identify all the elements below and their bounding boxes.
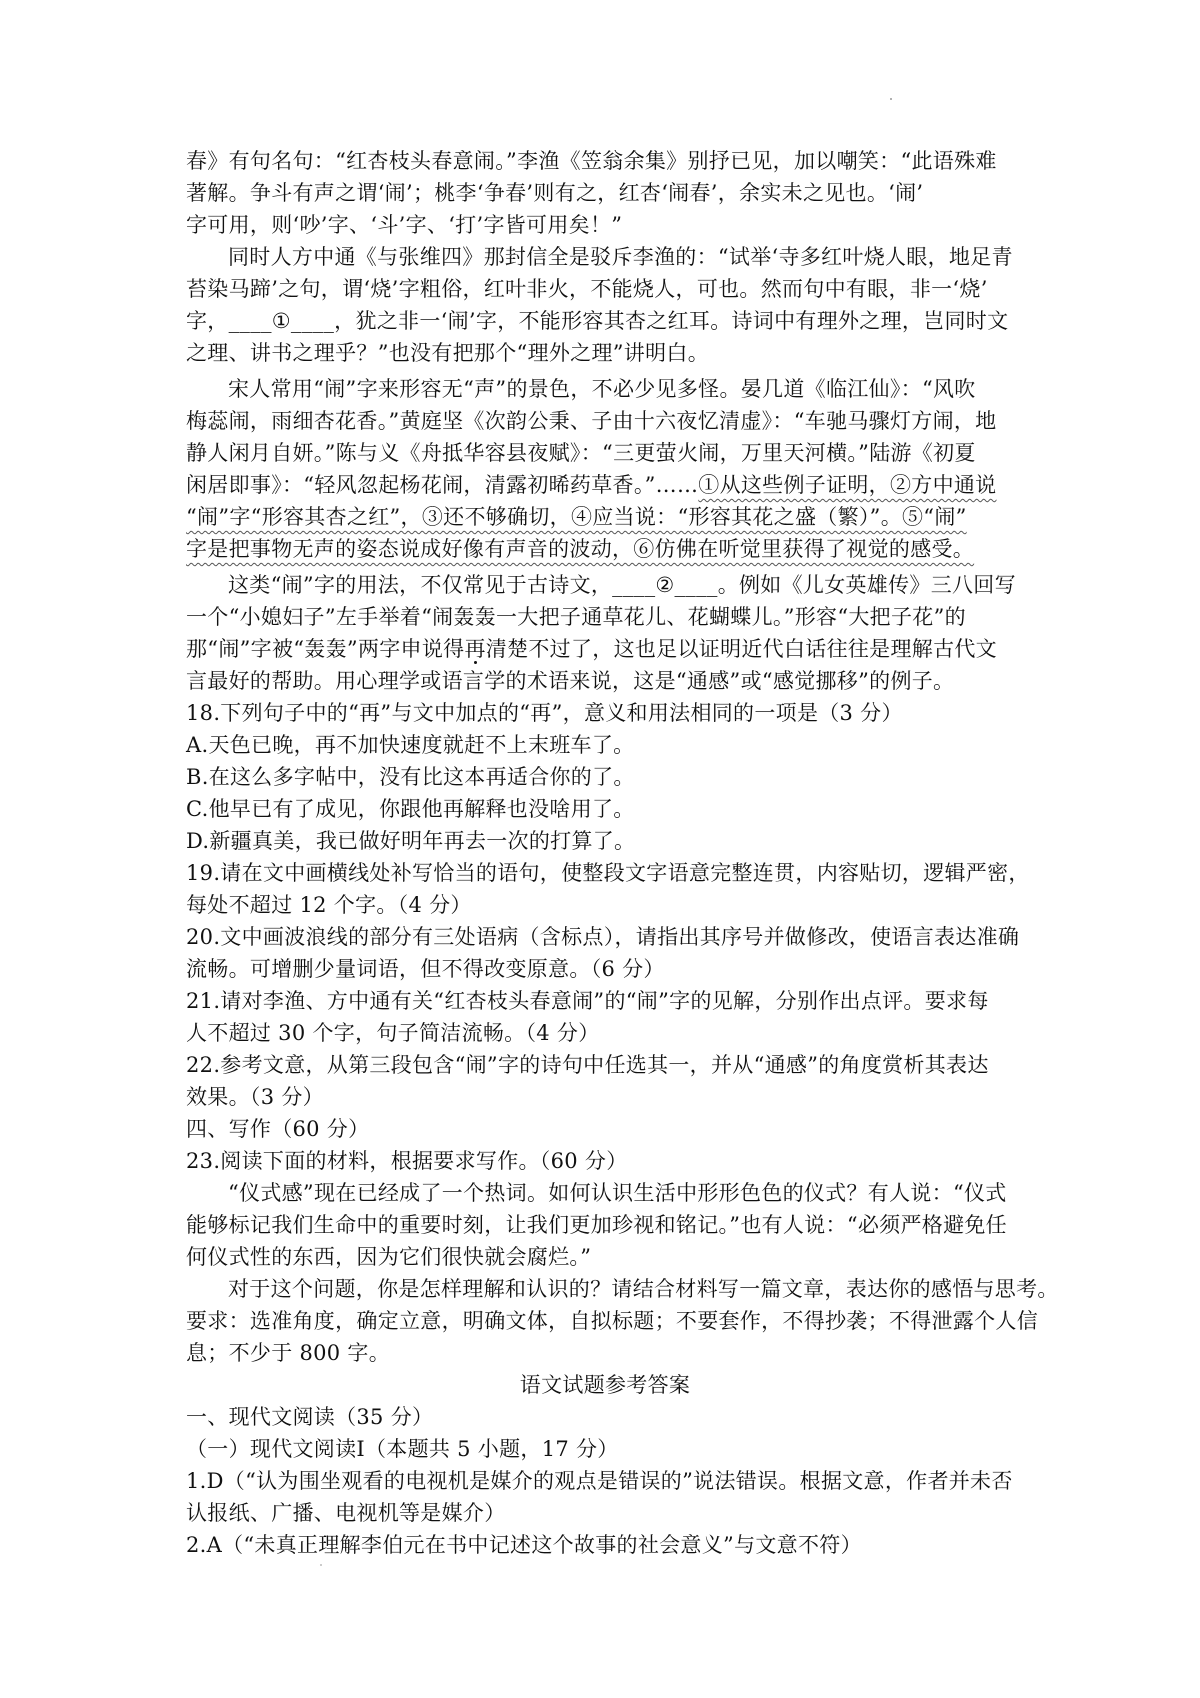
answer-1-cont: 认报纸、广播、电视机等是媒介）	[186, 1501, 506, 1525]
question-21: 21.请对李渔、方中通有关“红杏枝头春意闹”的“闹”字的见解，分别作出点评。要求每	[186, 989, 989, 1013]
material-line: “仪式感”现在已经成了一个热词。如何认识生活中形形色色的仪式？有人说：“仪式	[228, 1181, 1007, 1205]
passage-line	[186, 533, 1024, 565]
passage-line: 梅蕊闹，雨细杏花香。”黄庭坚《次韵公秉、子由十六夜忆清虚》：“车驰马骤灯方闹，地	[186, 409, 997, 433]
question-20: 20.文中画波浪线的部分有三处语病（含标点），请指出其序号并做修改，使语言表达准确	[186, 925, 1020, 949]
text-fragment: 清楚不过了，这也足以证明近代白话往往是理解古代文	[485, 637, 997, 661]
passage-line: 字可用，则‘吵’字、‘斗’字、‘打’字皆可用矣！”	[186, 213, 623, 237]
option-d: D.新疆真美，我已做好明年再去一次的打算了。	[186, 829, 636, 853]
question-19-cont: 每处不超过 12 个字。（4 分）	[186, 893, 472, 917]
question-21-cont: 人不超过 30 个字，句子简洁流畅。（4 分）	[186, 1021, 600, 1045]
question-22: 22.参考文意，从第三段包含“闹”字的诗句中任选其一，并从“通感”的角度赏析其表达	[186, 1053, 989, 1077]
emphasized-char: 再	[464, 637, 486, 661]
passage-line: 同时人方中通《与张维四》那封信全是驳斥李渔的：“试举‘寺多红叶烧人眼，地足青	[228, 245, 1013, 269]
material-line: 能够标记我们生命中的重要时刻，让我们更加珍视和铭记。”也有人说：“必须严格避免任	[186, 1213, 1007, 1237]
passage-line	[186, 305, 1024, 337]
answer-2: 2.A（“未真正理解李伯元在书中记述这个故事的社会意义”与文意不符）	[186, 1533, 862, 1557]
answers-section-heading: 一、现代文阅读（35 分）	[186, 1405, 434, 1429]
passage-line: 静人闲月自妍。”陈与义《舟抵华容县夜赋》：“三更萤火闹，万里天河横。”陆游《初夏	[186, 441, 976, 465]
passage-line	[186, 633, 1024, 665]
option-c: C.他早已有了成见，你跟他再解释也没啥用了。	[186, 797, 635, 821]
scan-dot	[890, 98, 892, 100]
question-20-cont: 流畅。可增删少量词语，但不得改变原意。（6 分）	[186, 957, 665, 981]
text-fragment: 这类“闹”字的用法，不仅常见于古诗文，	[228, 573, 613, 597]
scan-dot	[320, 1564, 322, 1566]
question-23: 23.阅读下面的材料，根据要求写作。（60 分）	[186, 1149, 628, 1173]
wavy-underlined-text: “闹”字“形容其杏之红”，③还不够确切，④应当说：“形容其花之盛（繁）”。⑤“闹”	[186, 505, 967, 529]
passage-line: 苔染马蹄’之句，谓‘烧’字粗俗，红叶非火，不能烧人，可也。然而句中有眼，非一‘烧’	[186, 277, 988, 301]
answers-title: 语文试题参考答案	[519, 1373, 691, 1397]
passage-line	[186, 469, 1024, 501]
wavy-underlined-text: 字是把事物无声的姿态说成好像有声音的波动，⑥仿佛在听觉里获得了视觉的感受。	[186, 537, 975, 561]
text-fragment: ，犹之非一‘闹’字，不能形容其杏之红耳。诗词中有理外之理，岂同时文	[334, 309, 1009, 333]
fill-blank-1: ____①____	[228, 309, 335, 333]
passage-line	[186, 569, 1024, 601]
question-22-cont: 效果。（3 分）	[186, 1085, 324, 1109]
option-a: A.天色已晚，再不加快速度就赶不上末班车了。	[186, 733, 635, 757]
passage-line: 春》有句名句：“红杏枝头春意闹。”李渔《笠翁余集》别抒已见，加以嘲笑：“此语殊难	[186, 149, 997, 173]
fill-blank-2: ____②____	[612, 573, 718, 597]
passage-line: 一个“小媳妇子”左手举着“闹轰轰一大把子通草花儿、花蝴蝶儿。”形容“大把子花”的	[186, 605, 966, 629]
passage-line: 著解。争斗有声之谓‘闹’；桃李‘争春’则有之，红杏‘闹春’，余实未之见也。‘闹’	[186, 181, 924, 205]
passage-line: 之理、讲书之理乎？”也没有把那个“理外之理”讲明白。	[186, 341, 710, 365]
question-19: 19.请在文中画横线处补写恰当的语句，使整段文字语意完整连贯，内容贴切，逻辑严密，	[186, 861, 1030, 885]
requirement-line: 要求：选准角度，确定立意，明确文体，自拟标题；不要套作，不得抄袭；不得泄露个人信	[186, 1309, 1038, 1333]
material-line: 何仪式性的东西，因为它们很快就会腐烂。”	[186, 1245, 592, 1269]
passage-line: 言最好的帮助。用心理学或语言学的术语来说，这是“通感”或“感觉挪移”的例子。	[186, 669, 955, 693]
text-fragment: 那“闹”字被“轰轰”两字申说得	[186, 637, 465, 661]
requirement-line: 对于这个问题，你是怎样理解和认识的？请结合材料写一篇文章，表达你的感悟与思考。	[228, 1277, 1059, 1301]
section-heading-writing: 四、写作（60 分）	[186, 1117, 370, 1141]
text-fragment: 闲居即事》：“轻风忽起杨花闹，清露初晞药草香。”……	[186, 473, 699, 497]
text-fragment: 字，	[186, 309, 229, 333]
requirement-line: 息；不少于 800 字。	[186, 1341, 391, 1365]
answer-1: 1.D（“认为围坐观看的电视机是媒介的观点是错误的”说法错误。根据文意，作者并未否	[186, 1469, 1013, 1493]
option-b: B.在这么多字帖中，没有比这本再适合你的了。	[186, 765, 635, 789]
text-fragment: 。例如《儿女英雄传》三八回写	[717, 573, 1016, 597]
wavy-underlined-text: ①从这些例子证明，②方中通说	[698, 473, 997, 497]
question-18: 18.下列句子中的“再”与文中加点的“再”，意义和用法相同的一项是（3 分）	[186, 701, 903, 725]
answers-subsection-heading: （一）现代文阅读Ⅰ（本题共 5 小题，17 分）	[186, 1437, 619, 1461]
document-body	[186, 145, 1059, 1561]
passage-line	[186, 501, 1024, 533]
passage-line: 宋人常用“闹”字来形容无“声”的景色，不必少见多怪。晏几道《临江仙》：“风吹	[228, 377, 976, 401]
